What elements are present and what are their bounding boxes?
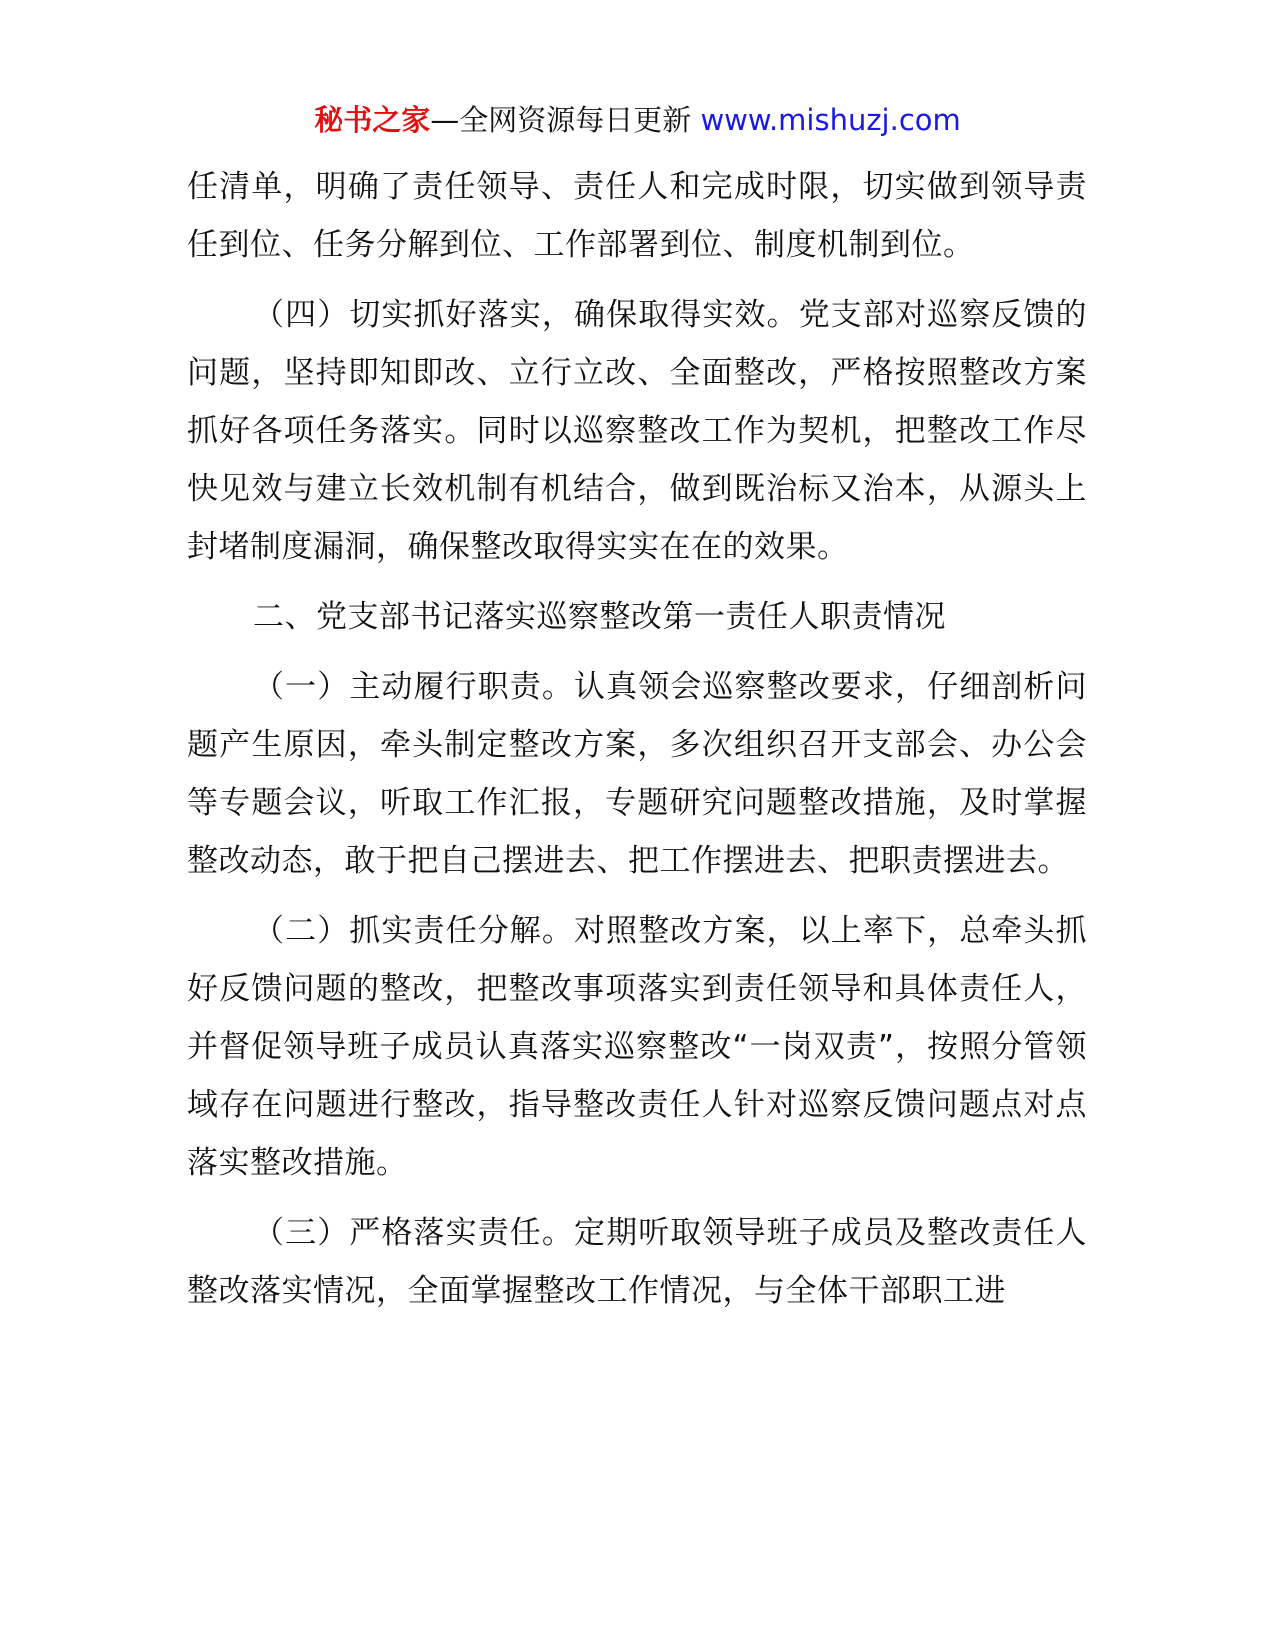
paragraph-item-3: （三）严格落实责任。定期听取领导班子成员及整改责任人整改落实情况，全面掌握整改工作情况，与全体干部职工进 (187, 1215, 1087, 1309)
site-header (0, 100, 1275, 140)
site-url-link[interactable]: www.mishuzj.com (700, 103, 961, 137)
paragraph-item-2: （二）抓实责任分解。对照整改方案，以上率下，总牵头抓好反馈问题的整改，把整改事项落实到责任领导和具体责任人，并督促领导班子成员认真落实巡察整改“一岗双责”，按照分管领域存在问题进行整改，指导整改责任人针对巡察反馈问题点对点落实整改措施。 (187, 913, 1087, 1181)
brand-name: 秘书之家 (314, 103, 431, 137)
paragraph-item-1: （一）主动履行职责。认真领会巡察整改要求，仔细剖析问题产生原因，牵头制定整改方案，多次组织召开支部会、办公会等专题会议，听取工作汇报，专题研究问题整改措施，及时掌握整改动态，敢于把自己摆进去、把工作摆进去、把职责摆进去。 (187, 669, 1087, 879)
section-heading-2: 二、党支部书记落实巡察整改第一责任人职责情况 (253, 599, 946, 635)
document-body (187, 158, 1087, 1320)
paragraph-continuation: 任清单，明确了责任领导、责任人和完成时限，切实做到领导责任到位、任务分解到位、工作部署到位、制度机制到位。 (187, 169, 1087, 263)
header-tagline: —全网资源每日更新 (430, 103, 701, 137)
paragraph-item-4: （四）切实抓好落实，确保取得实效。党支部对巡察反馈的问题，坚持即知即改、立行立改、全面整改，严格按照整改方案抓好各项任务落实。同时以巡察整改工作为契机，把整改工作尽快见效与建立长效机制有机结合，做到既治标又治本，从源头上封堵制度漏洞，确保整改取得实实在在的效果。 (187, 297, 1087, 565)
